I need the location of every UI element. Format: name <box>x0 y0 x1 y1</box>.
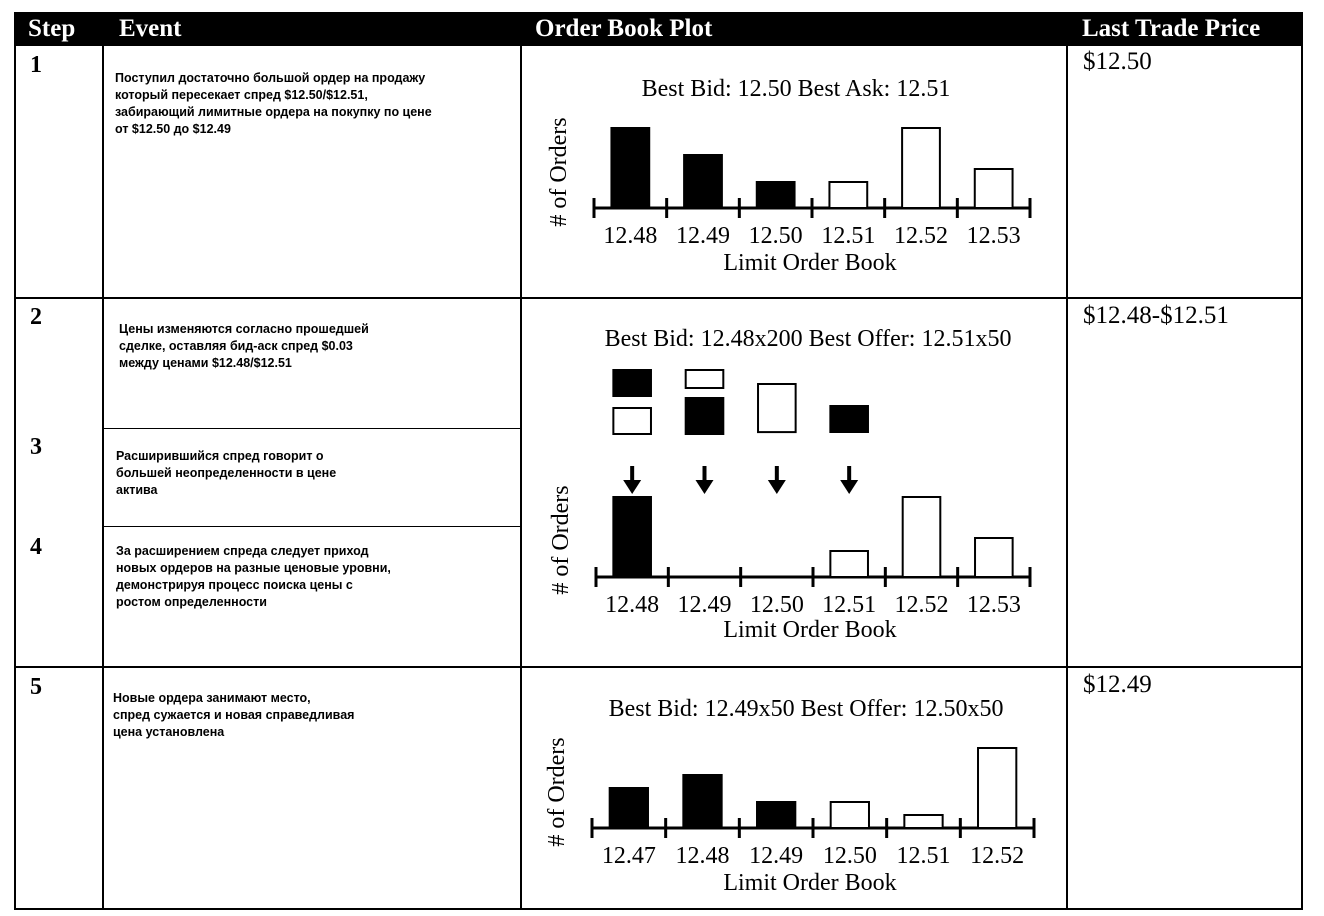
chart-title: Best Bid: 12.50 Best Ask: 12.51 <box>641 76 951 102</box>
event-description: За расширением спреда следует приход новых ордеров на разные ценовые уровни, демонстрируя процесс поиска цены с ростом определенности <box>116 544 391 609</box>
x-axis-label: Limit Order Book <box>723 870 897 896</box>
event-description: Цены изменяются согласно прошедшей сделке, оставляя бид-аск спред $0.03 между ценами $12.48/$12.51 <box>119 322 369 370</box>
tick-label: 12.53 <box>966 592 1021 618</box>
event-description: Поступил достаточно большой ордер на продажу который пересекает спред $12.50/$12.51, забирающий лимитные ордера на покупку по цене от $12.50 до $12.49 <box>115 71 432 136</box>
tick-label: 12.50 <box>749 592 804 618</box>
tick-label: 12.52 <box>894 592 949 618</box>
order-bar <box>683 775 721 828</box>
order-bar <box>975 169 1013 208</box>
event-description: Расширившийся спред говорит о большей неопределенности в цене актива <box>116 449 337 497</box>
order-bar <box>611 128 649 208</box>
step-number: 3 <box>30 434 42 460</box>
step-number: 5 <box>30 674 42 700</box>
tick-label: 12.51 <box>822 592 877 618</box>
order-bar <box>757 802 795 828</box>
tick-label: 12.51 <box>821 223 876 249</box>
incoming-order <box>686 370 724 388</box>
order-bar <box>975 538 1013 577</box>
header-price: Last Trade Price <box>1082 15 1261 42</box>
tick-label: 12.49 <box>677 592 732 618</box>
y-axis-label: # of Orders <box>546 117 572 227</box>
incoming-order <box>758 384 796 432</box>
down-arrow-icon <box>840 480 858 494</box>
order-bar <box>613 497 651 577</box>
down-arrow-icon <box>623 480 641 494</box>
tick-label: 12.52 <box>970 843 1025 869</box>
incoming-order <box>686 398 724 434</box>
tick-label: 12.51 <box>896 843 951 869</box>
step-number: 4 <box>30 534 42 560</box>
tick-label: 12.50 <box>748 223 803 249</box>
order-bar <box>831 802 869 828</box>
order-bar <box>978 748 1016 828</box>
down-arrow-icon <box>768 480 786 494</box>
tick-label: 12.50 <box>822 843 877 869</box>
order-bar <box>610 788 648 828</box>
last-trade-price: $12.48-$12.51 <box>1083 302 1229 329</box>
chart-title: Best Bid: 12.49x50 Best Offer: 12.50x50 <box>608 696 1004 722</box>
step-number: 1 <box>30 52 42 78</box>
header-event: Event <box>119 15 182 42</box>
last-trade-price: $12.49 <box>1083 671 1152 698</box>
tick-label: 12.49 <box>676 223 730 249</box>
order-bar <box>830 551 868 577</box>
tick-label: 12.53 <box>966 223 1021 249</box>
tick-label: 12.48 <box>605 592 660 618</box>
x-axis-label: Limit Order Book <box>723 250 897 276</box>
order-bar <box>829 182 867 208</box>
y-axis-label: # of Orders <box>544 737 570 847</box>
y-axis-label: # of Orders <box>548 485 574 595</box>
tick-label: 12.52 <box>894 223 948 249</box>
event-description: Новые ордера занимают место, спред сужается и новая справедливая цена установлена <box>113 691 355 739</box>
incoming-order <box>830 406 868 432</box>
tick-label: 12.48 <box>603 223 658 249</box>
step-number: 2 <box>30 304 42 330</box>
order-bar <box>902 128 940 208</box>
header-plot: Order Book Plot <box>535 15 713 42</box>
down-arrow-icon <box>696 480 714 494</box>
tick-label: 12.49 <box>749 843 804 869</box>
header-step: Step <box>28 15 76 42</box>
order-bar <box>757 182 795 208</box>
incoming-order <box>613 408 651 434</box>
chart-title: Best Bid: 12.48x200 Best Offer: 12.51x50 <box>604 326 1012 352</box>
incoming-order <box>613 370 651 396</box>
tick-label: 12.48 <box>675 843 730 869</box>
tick-label: 12.47 <box>601 843 656 869</box>
x-axis-label: Limit Order Book <box>723 617 897 643</box>
last-trade-price: $12.50 <box>1083 48 1152 75</box>
order-bar <box>903 497 941 577</box>
order-bar <box>684 155 722 208</box>
order-bar <box>904 815 942 828</box>
